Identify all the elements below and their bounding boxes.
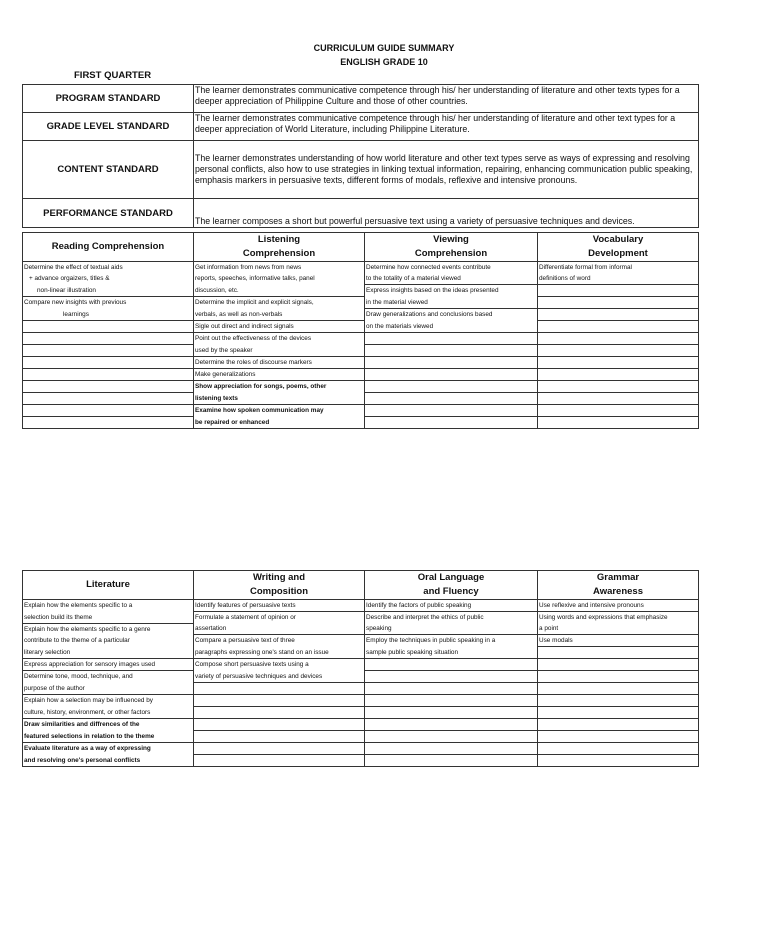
table-cell: Get information from news from news: [194, 262, 365, 274]
table-cell: in the material viewed: [365, 297, 538, 309]
table-row: [23, 333, 699, 345]
table-cell: Express appreciation for sensory images used: [23, 659, 194, 671]
table-cell: Determine how connected events contribute: [365, 262, 538, 274]
table-row: [23, 273, 699, 285]
table-row: [23, 321, 699, 333]
table-cell: Show appreciation for songs, poems, other: [194, 381, 365, 393]
table-cell: definitions of word: [538, 273, 699, 285]
table-cell: [23, 321, 194, 333]
table-cell: to the totality of a material viewed: [365, 273, 538, 285]
table-cell: [194, 707, 365, 719]
table-row: [23, 647, 699, 659]
header-line: Grammar: [596, 572, 640, 583]
table-row: [23, 417, 699, 429]
standard-text: The learner composes a short but powerful persuasive text using a variety of persuasive techniques and devices.: [194, 199, 699, 228]
table-cell: a point: [538, 623, 699, 635]
table-row: [23, 357, 699, 369]
table-cell: [23, 357, 194, 369]
table-cell: Point out the effectiveness of the devices: [194, 333, 365, 345]
header-line: Awareness: [593, 586, 643, 597]
table-cell: [365, 695, 538, 707]
table-cell: [538, 659, 699, 671]
table-cell: learnings: [23, 309, 194, 321]
table-cell: [194, 683, 365, 695]
header-line: Reading Comprehension: [51, 241, 165, 252]
table-cell: [538, 707, 699, 719]
table-row: [23, 719, 699, 731]
standard-label: PROGRAM STANDARD: [23, 85, 194, 113]
table-cell: [194, 755, 365, 767]
table-cell: [538, 731, 699, 743]
header-line: Composition: [249, 586, 309, 597]
table-row: [23, 369, 699, 381]
table-row: [23, 695, 699, 707]
table-cell: Determine the roles of discourse markers: [194, 357, 365, 369]
table-cell: speaking: [365, 623, 538, 635]
table-cell: [365, 381, 538, 393]
table-cell: purpose of the author: [23, 683, 194, 695]
table-cell: Make generalizations: [194, 369, 365, 381]
table-row: [23, 405, 699, 417]
column-header-literature: [23, 571, 194, 600]
table-cell: and resolving one's personal conflicts: [23, 755, 194, 767]
standard-label: PERFORMANCE STANDARD: [23, 199, 194, 228]
table-cell: assertation: [194, 623, 365, 635]
table-cell: [365, 417, 538, 429]
table-cell: Employ the techniques in public speaking in a: [365, 635, 538, 647]
standard-row: [23, 85, 699, 113]
table-cell: contribute to the theme of a particular: [23, 635, 194, 647]
table-row: [23, 731, 699, 743]
table-cell: Identify features of persuasive texts: [194, 600, 365, 612]
table-row: [23, 262, 699, 274]
standard-text: The learner demonstrates communicative competence through his/ her understanding of literature and other text types for a deeper appreciation of World Literature, including Philippine Literature.: [194, 113, 699, 141]
table-cell: [365, 743, 538, 755]
table-cell: [365, 393, 538, 405]
table-cell: [194, 695, 365, 707]
standard-label: CONTENT STANDARD: [23, 141, 194, 199]
column-header-oral-language: [365, 571, 538, 600]
table-cell: culture, history, environment, or other factors: [23, 707, 194, 719]
table-cell: [23, 417, 194, 429]
table-row: [23, 683, 699, 695]
table-cell: sample public speaking situation: [365, 647, 538, 659]
table-cell: [538, 719, 699, 731]
table-cell: [23, 381, 194, 393]
table-cell: [365, 755, 538, 767]
table-row: [23, 623, 699, 635]
header-line: Oral Language: [417, 572, 485, 583]
header-line: Comprehension: [414, 248, 488, 259]
table-cell: Use reflexive and intensive pronouns: [538, 600, 699, 612]
table-cell: [23, 333, 194, 345]
table-cell: [538, 671, 699, 683]
table-cell: [538, 297, 699, 309]
standard-text: The learner demonstrates understanding of how world literature and other text types serve as ways of expressing and resolving personal conflicts, also how to use strategies in linking textual information, repairing, enhancing communication public speaking, emphasis markers in persuasive texts, different forms of modals, reflexive and intensive pronouns.: [194, 141, 699, 199]
header-line: and Fluency: [423, 586, 479, 597]
table-cell: Express insights based on the ideas presented: [365, 285, 538, 297]
table-cell: [365, 731, 538, 743]
table-cell: [365, 683, 538, 695]
table-cell: Identify the factors of public speaking: [365, 600, 538, 612]
header-line: Vocabulary: [592, 234, 644, 245]
column-header-viewing: [365, 233, 538, 262]
table-cell: Using words and expressions that emphasize: [538, 612, 699, 624]
document-title: CURRICULUM GUIDE SUMMARY: [313, 43, 455, 53]
table-cell: be repaired or enhanced: [194, 417, 365, 429]
standard-row: [23, 141, 699, 199]
header-line: Writing and: [252, 572, 306, 583]
table-cell: variety of persuasive techniques and devices: [194, 671, 365, 683]
table-cell: featured selections in relation to the theme: [23, 731, 194, 743]
header-line: Literature: [86, 579, 130, 590]
standards-table: [22, 84, 699, 228]
table-cell: listening texts: [194, 393, 365, 405]
table-row: [23, 755, 699, 767]
skills-table-listening-viewing: [22, 232, 699, 429]
table-cell: Compare a persuasive text of three: [194, 635, 365, 647]
standard-row: [23, 199, 699, 228]
table-cell: [23, 393, 194, 405]
table-cell: Sigle out direct and indirect signals: [194, 321, 365, 333]
standard-text: The learner demonstrates communicative competence through his/ her understanding of literature and other texts types for a deeper appreciation of Philippine Culture and those of other countries.: [194, 85, 699, 113]
table-cell: Determine tone, mood, technique, and: [23, 671, 194, 683]
table-row: [23, 285, 699, 297]
table-row: [23, 381, 699, 393]
table-cell: [538, 755, 699, 767]
table-cell: non-linear illustration: [23, 285, 194, 297]
table-cell: [23, 345, 194, 357]
table-cell: [538, 381, 699, 393]
table-cell: [538, 345, 699, 357]
table-cell: [194, 719, 365, 731]
table-cell: reports, speeches, informative talks, panel: [194, 273, 365, 285]
table-cell: [365, 707, 538, 719]
table-cell: selection build its theme: [23, 612, 194, 624]
table-cell: literary selection: [23, 647, 194, 659]
table-cell: Explain how a selection may be influenced by: [23, 695, 194, 707]
table-cell: Evaluate literature as a way of expressing: [23, 743, 194, 755]
table-cell: [538, 321, 699, 333]
column-header-reading: [23, 233, 194, 262]
table-row: [23, 743, 699, 755]
table-cell: + advance orgaizers, titles &: [23, 273, 194, 285]
table-cell: [538, 369, 699, 381]
table-row: [23, 671, 699, 683]
table-cell: [538, 333, 699, 345]
column-header-vocabulary: [538, 233, 699, 262]
table-cell: Determine the implicit and explicit signals,: [194, 297, 365, 309]
table-cell: paragraphs expressing one's stand on an issue: [194, 647, 365, 659]
column-header-listening: [194, 233, 365, 262]
table-cell: [538, 393, 699, 405]
table-cell: Compare new insights with previous: [23, 297, 194, 309]
table-cell: [365, 671, 538, 683]
table-cell: Use modals: [538, 635, 699, 647]
table-row: [23, 707, 699, 719]
table-cell: used by the speaker: [194, 345, 365, 357]
column-header-grammar: [538, 571, 699, 600]
table-cell: [365, 719, 538, 731]
table-cell: [365, 369, 538, 381]
header-line: Development: [588, 248, 648, 259]
table-cell: Differentiate formal from informal: [538, 262, 699, 274]
table-cell: [365, 405, 538, 417]
table-cell: [538, 647, 699, 659]
header-line: Listening: [257, 234, 301, 245]
table-cell: verbals, as well as non-verbals: [194, 309, 365, 321]
skills-table-literature-writing: [22, 570, 699, 767]
table-cell: [538, 285, 699, 297]
table-cell: Describe and interpret the ethics of public: [365, 612, 538, 624]
table-cell: Explain how the elements specific to a: [23, 600, 194, 612]
table-cell: Draw generalizations and conclusions based: [365, 309, 538, 321]
table-cell: [23, 369, 194, 381]
table-row: [23, 297, 699, 309]
table-cell: [538, 695, 699, 707]
table-cell: [194, 743, 365, 755]
table-row: [23, 309, 699, 321]
table-cell: on the materials viewed: [365, 321, 538, 333]
table-row: [23, 612, 699, 624]
table-cell: [23, 405, 194, 417]
table-cell: Formulate a statement of opinion or: [194, 612, 365, 624]
table-row: [23, 659, 699, 671]
table-cell: [538, 357, 699, 369]
table-cell: Draw similarities and diffrences of the: [23, 719, 194, 731]
quarter-label: FIRST QUARTER: [74, 70, 152, 81]
standard-label: GRADE LEVEL STANDARD: [23, 113, 194, 141]
table-cell: [365, 345, 538, 357]
table-cell: [538, 309, 699, 321]
table-row: [23, 635, 699, 647]
table-header-row: [23, 233, 699, 262]
table-cell: Explain how the elements specific to a genre: [23, 623, 194, 635]
table-cell: [538, 683, 699, 695]
table-cell: [538, 743, 699, 755]
table-cell: [538, 405, 699, 417]
table-row: [23, 600, 699, 612]
table-header-row: [23, 571, 699, 600]
standard-row: [23, 113, 699, 141]
table-cell: Determine the effect of textual aids: [23, 262, 194, 274]
table-cell: Examine how spoken communication may: [194, 405, 365, 417]
document-subtitle: ENGLISH GRADE 10: [340, 57, 428, 67]
table-cell: [194, 731, 365, 743]
table-cell: [538, 417, 699, 429]
table-row: [23, 393, 699, 405]
table-cell: discussion, etc.: [194, 285, 365, 297]
table-cell: [365, 357, 538, 369]
column-header-writing: [194, 571, 365, 600]
header-line: Comprehension: [242, 248, 316, 259]
table-row: [23, 345, 699, 357]
table-cell: Compose short persuasive texts using a: [194, 659, 365, 671]
header-line: Viewing: [433, 234, 469, 245]
table-cell: [365, 333, 538, 345]
table-cell: [365, 659, 538, 671]
